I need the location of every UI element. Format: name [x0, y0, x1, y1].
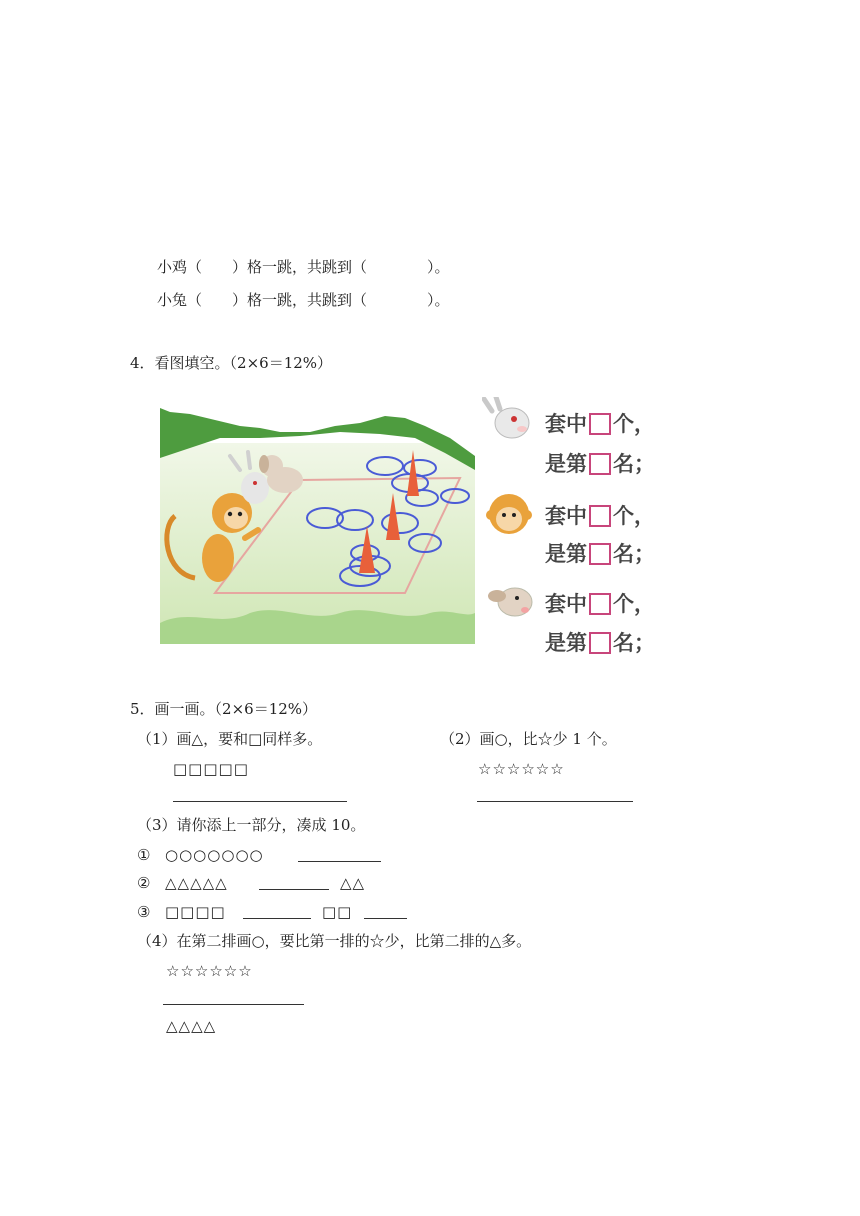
rabbit-jump-line: 小兔（ ）格一跳，共跳到（ ）。 — [157, 291, 450, 309]
q4-row1-rank-box[interactable] — [589, 453, 611, 475]
q4-row3-rank-box[interactable] — [589, 632, 611, 654]
q5-p1-squares: □□□□□ — [173, 760, 249, 778]
q4-row3-hit-box[interactable] — [589, 593, 611, 615]
q4-row3-rank: 是第 名； — [545, 630, 655, 655]
q5-p2-answer-line[interactable] — [477, 801, 633, 802]
q4-title: 4．看图填空。（2×6＝12%） — [130, 354, 333, 372]
q5-p3-item1-symbols: ○○○○○○○ — [165, 846, 264, 864]
q5-p4-label: （4）在第二排画○，要比第一排的☆少，比第二排的△多。 — [137, 932, 532, 950]
q4-row2-rank-box[interactable] — [589, 543, 611, 565]
q5-p4-triangles: △△△△ — [166, 1017, 217, 1035]
q4-row2-rank: 是第 名； — [545, 541, 655, 566]
q5-p3-label: （3）请你添上一部分，凑成 10。 — [137, 816, 366, 834]
dog-head-icon — [485, 582, 537, 622]
q5-p3-item2-blank[interactable] — [259, 889, 329, 890]
q5-p3-item3-right: □□ — [322, 903, 353, 921]
q5-p2-label: （2）画○，比☆少 1 个。 — [440, 730, 617, 748]
q4-row2-hit-box[interactable] — [589, 505, 611, 527]
q5-p3-item1-blank[interactable] — [298, 861, 381, 862]
q5-p3-item3-blank[interactable] — [243, 918, 311, 919]
q5-p3-item3-blank2[interactable] — [364, 918, 407, 919]
chick-jump-line: 小鸡（ ）格一跳，共跳到（ ）。 — [157, 258, 450, 276]
q5-p3-item3-num: ③ — [137, 903, 151, 921]
q5-p3-item2-left: △△△△△ — [165, 874, 228, 892]
monkey-head-icon — [486, 491, 532, 537]
q5-p3-item3-left: □□□□ — [165, 903, 226, 921]
q5-p4-stars: ☆☆☆☆☆☆ — [166, 962, 253, 980]
q5-p1-answer-line[interactable] — [173, 801, 347, 802]
rabbit-head-icon — [482, 397, 536, 441]
q4-row1-rank: 是第 名； — [545, 451, 655, 476]
q4-row1-hit: 套中 个， — [545, 411, 655, 436]
q4-row3-hit: 套中 个， — [545, 591, 655, 616]
q5-p3-item2-num: ② — [137, 874, 151, 892]
q5-p2-stars: ☆☆☆☆☆☆ — [478, 760, 565, 778]
q4-row2-hit: 套中 个， — [545, 503, 655, 528]
q4-row1-hit-box[interactable] — [589, 413, 611, 435]
q5-p1-label: （1）画△，要和□同样多。 — [137, 730, 323, 748]
q5-p4-answer-line[interactable] — [163, 1004, 304, 1005]
q5-p3-item2-right: △△ — [340, 874, 366, 892]
q5-title: 5．画一画。（2×6＝12%） — [130, 700, 318, 718]
q5-p3-item1-num: ① — [137, 846, 151, 864]
ring-toss-illustration — [160, 408, 475, 644]
